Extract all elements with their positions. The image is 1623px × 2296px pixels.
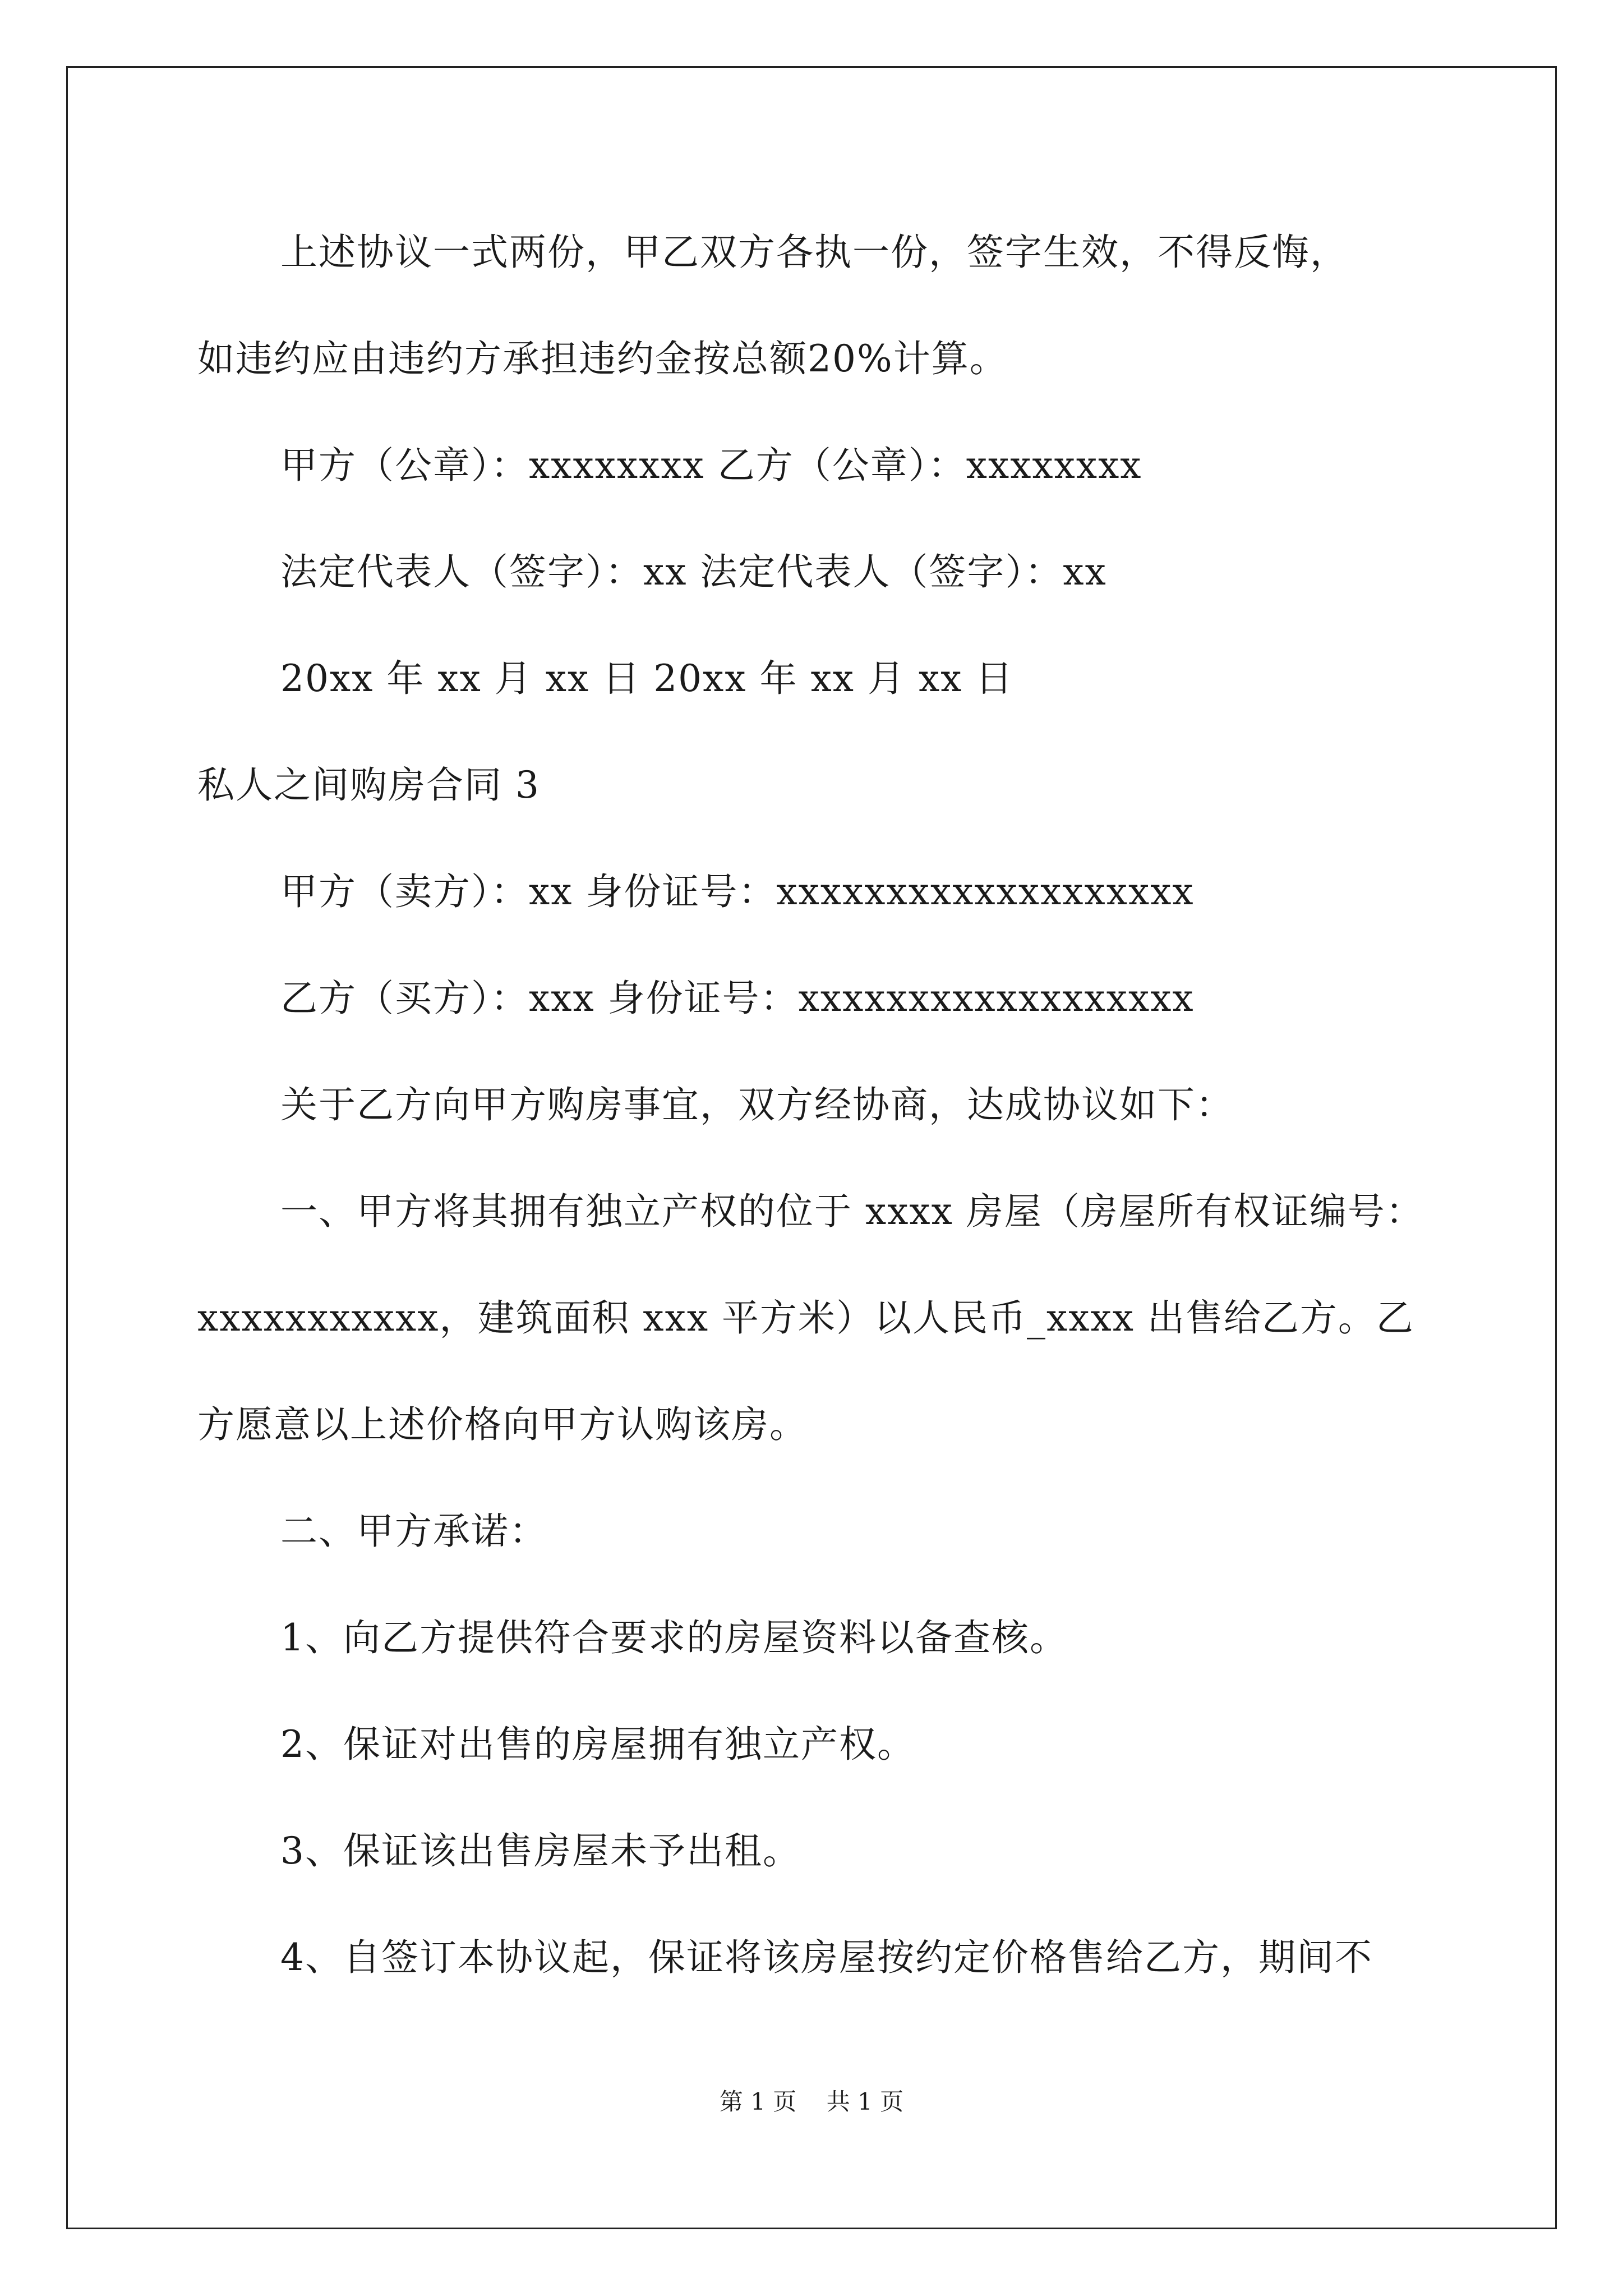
text-line-14: 1、向乙方提供符合要求的房屋资料以备查核。 xyxy=(280,1616,1068,1659)
text-line-10: 一、甲方将其拥有独立产权的位于 xxxx 房屋（房屋所有权证编号： xyxy=(280,1190,1424,1233)
text-line-7: 甲方（卖方）：xx 身份证号：xxxxxxxxxxxxxxxxxxx xyxy=(280,870,1195,913)
text-line-11: xxxxxxxxxxx，建筑面积 xxx 平方米）以人民币_xxxx 出售给乙方。乙 xyxy=(197,1296,1414,1340)
text-line-13: 二、甲方承诺： xyxy=(280,1510,547,1553)
text-line-4: 法定代表人（签字）：xx 法定代表人（签字）：xx xyxy=(280,550,1107,593)
text-line-1: 上述协议一式两份，甲乙双方各执一份，签字生效，不得反悔， xyxy=(280,231,1348,274)
text-line-15: 2、保证对出售的房屋拥有独立产权。 xyxy=(280,1723,915,1766)
page-number: 第 1 页 共 1 页 xyxy=(719,2088,904,2115)
text-line-3: 甲方（公章）：xxxxxxxx 乙方（公章）：xxxxxxxx xyxy=(280,444,1142,487)
text-line-16: 3、保证该出售房屋未予出租。 xyxy=(280,1829,801,1872)
text-line-8: 乙方（买方）：xxx 身份证号：xxxxxxxxxxxxxxxxxx xyxy=(280,977,1195,1020)
page-border xyxy=(66,66,1557,2229)
text-line-2: 如违约应由违约方承担违约金按总额20%计算。 xyxy=(197,337,1008,380)
section-title: 私人之间购房合同 3 xyxy=(197,763,540,807)
text-line-12: 方愿意以上述价格向甲方认购该房。 xyxy=(197,1403,808,1446)
text-line-17: 4、自签订本协议起，保证将该房屋按约定价格售给乙方，期间不 xyxy=(280,1936,1373,1979)
text-line-9: 关于乙方向甲方购房事宜，双方经协商，达成协议如下： xyxy=(280,1083,1234,1126)
text-line-5: 20xx 年 xx 月 xx 日 20xx 年 xx 月 xx 日 xyxy=(280,657,1014,700)
